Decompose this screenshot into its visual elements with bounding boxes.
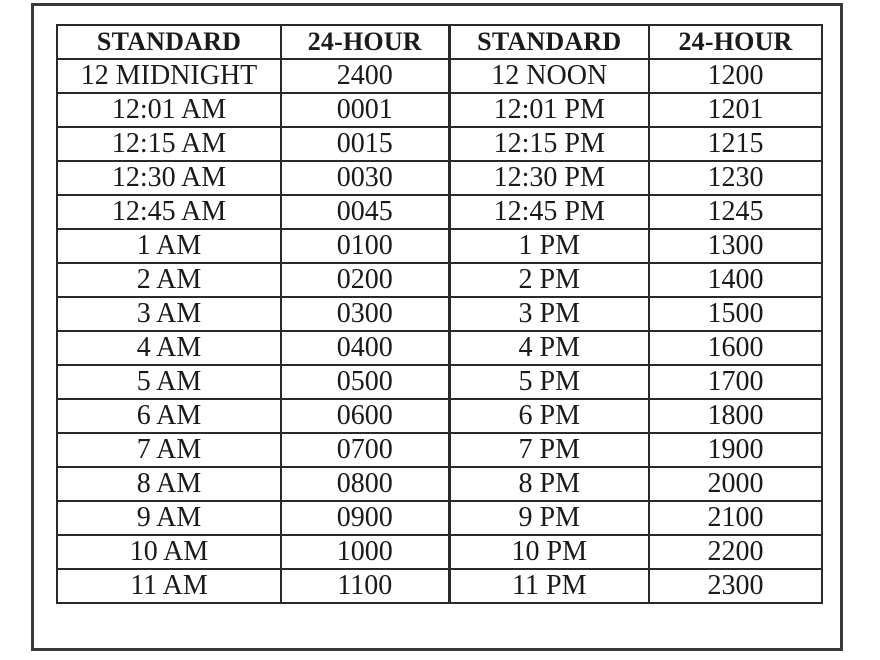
standard-am-cell: 12:15 AM [57, 127, 281, 161]
twenty-four-hour-pm-cell: 1215 [649, 127, 822, 161]
standard-am-cell: 12:45 AM [57, 195, 281, 229]
header-standard-pm: STANDARD [449, 25, 649, 59]
table-row [57, 501, 822, 535]
twenty-four-hour-pm-cell: 1245 [649, 195, 822, 229]
table-row [57, 331, 822, 365]
table-row [57, 263, 822, 297]
table-row [57, 535, 822, 569]
standard-am-cell: 6 AM [57, 399, 281, 433]
twenty-four-hour-pm-cell: 1900 [649, 433, 822, 467]
twenty-four-hour-am-cell: 0400 [281, 331, 449, 365]
twenty-four-hour-am-cell: 0500 [281, 365, 449, 399]
standard-am-cell: 11 AM [57, 569, 281, 603]
table-row [57, 569, 822, 603]
twenty-four-hour-am-cell: 0100 [281, 229, 449, 263]
twenty-four-hour-am-cell: 0001 [281, 93, 449, 127]
twenty-four-hour-pm-cell: 2300 [649, 569, 822, 603]
header-24-hour-pm: 24-HOUR [649, 25, 822, 59]
standard-am-cell: 9 AM [57, 501, 281, 535]
twenty-four-hour-am-cell: 0600 [281, 399, 449, 433]
table-row [57, 297, 822, 331]
twenty-four-hour-pm-cell: 1800 [649, 399, 822, 433]
standard-pm-cell: 12:45 PM [449, 195, 649, 229]
twenty-four-hour-am-cell: 0300 [281, 297, 449, 331]
standard-pm-cell: 4 PM [449, 331, 649, 365]
twenty-four-hour-am-cell: 0700 [281, 433, 449, 467]
twenty-four-hour-pm-cell: 1700 [649, 365, 822, 399]
standard-pm-cell: 12 NOON [449, 59, 649, 93]
time-conversion-table [56, 24, 823, 604]
twenty-four-hour-am-cell: 0200 [281, 263, 449, 297]
standard-pm-cell: 7 PM [449, 433, 649, 467]
standard-pm-cell: 2 PM [449, 263, 649, 297]
twenty-four-hour-pm-cell: 2000 [649, 467, 822, 501]
standard-am-cell: 5 AM [57, 365, 281, 399]
header-standard-am: STANDARD [57, 25, 281, 59]
table-row [57, 399, 822, 433]
twenty-four-hour-am-cell: 0900 [281, 501, 449, 535]
standard-pm-cell: 11 PM [449, 569, 649, 603]
standard-pm-cell: 12:30 PM [449, 161, 649, 195]
twenty-four-hour-pm-cell: 1600 [649, 331, 822, 365]
standard-pm-cell: 9 PM [449, 501, 649, 535]
standard-am-cell: 3 AM [57, 297, 281, 331]
table-row [57, 229, 822, 263]
twenty-four-hour-am-cell: 1000 [281, 535, 449, 569]
twenty-four-hour-pm-cell: 2100 [649, 501, 822, 535]
table-body [57, 59, 822, 603]
twenty-four-hour-pm-cell: 1201 [649, 93, 822, 127]
twenty-four-hour-am-cell: 1100 [281, 569, 449, 603]
standard-pm-cell: 12:15 PM [449, 127, 649, 161]
standard-pm-cell: 8 PM [449, 467, 649, 501]
twenty-four-hour-am-cell: 0015 [281, 127, 449, 161]
standard-am-cell: 12 MIDNIGHT [57, 59, 281, 93]
standard-am-cell: 1 AM [57, 229, 281, 263]
header-row [57, 25, 822, 59]
standard-am-cell: 4 AM [57, 331, 281, 365]
table-row [57, 365, 822, 399]
twenty-four-hour-pm-cell: 2200 [649, 535, 822, 569]
table-row [57, 195, 822, 229]
twenty-four-hour-am-cell: 0045 [281, 195, 449, 229]
standard-am-cell: 7 AM [57, 433, 281, 467]
twenty-four-hour-pm-cell: 1300 [649, 229, 822, 263]
table-row [57, 467, 822, 501]
header-24-hour-am: 24-HOUR [281, 25, 449, 59]
standard-am-cell: 12:30 AM [57, 161, 281, 195]
table-row [57, 161, 822, 195]
standard-am-cell: 2 AM [57, 263, 281, 297]
twenty-four-hour-pm-cell: 1400 [649, 263, 822, 297]
twenty-four-hour-am-cell: 0800 [281, 467, 449, 501]
table-row [57, 59, 822, 93]
twenty-four-hour-pm-cell: 1230 [649, 161, 822, 195]
standard-am-cell: 12:01 AM [57, 93, 281, 127]
table-row [57, 127, 822, 161]
standard-pm-cell: 6 PM [449, 399, 649, 433]
twenty-four-hour-am-cell: 2400 [281, 59, 449, 93]
table-row [57, 93, 822, 127]
standard-pm-cell: 3 PM [449, 297, 649, 331]
standard-pm-cell: 5 PM [449, 365, 649, 399]
standard-pm-cell: 12:01 PM [449, 93, 649, 127]
standard-pm-cell: 10 PM [449, 535, 649, 569]
standard-am-cell: 8 AM [57, 467, 281, 501]
standard-pm-cell: 1 PM [449, 229, 649, 263]
standard-am-cell: 10 AM [57, 535, 281, 569]
table-row [57, 433, 822, 467]
twenty-four-hour-pm-cell: 1200 [649, 59, 822, 93]
twenty-four-hour-pm-cell: 1500 [649, 297, 822, 331]
twenty-four-hour-am-cell: 0030 [281, 161, 449, 195]
